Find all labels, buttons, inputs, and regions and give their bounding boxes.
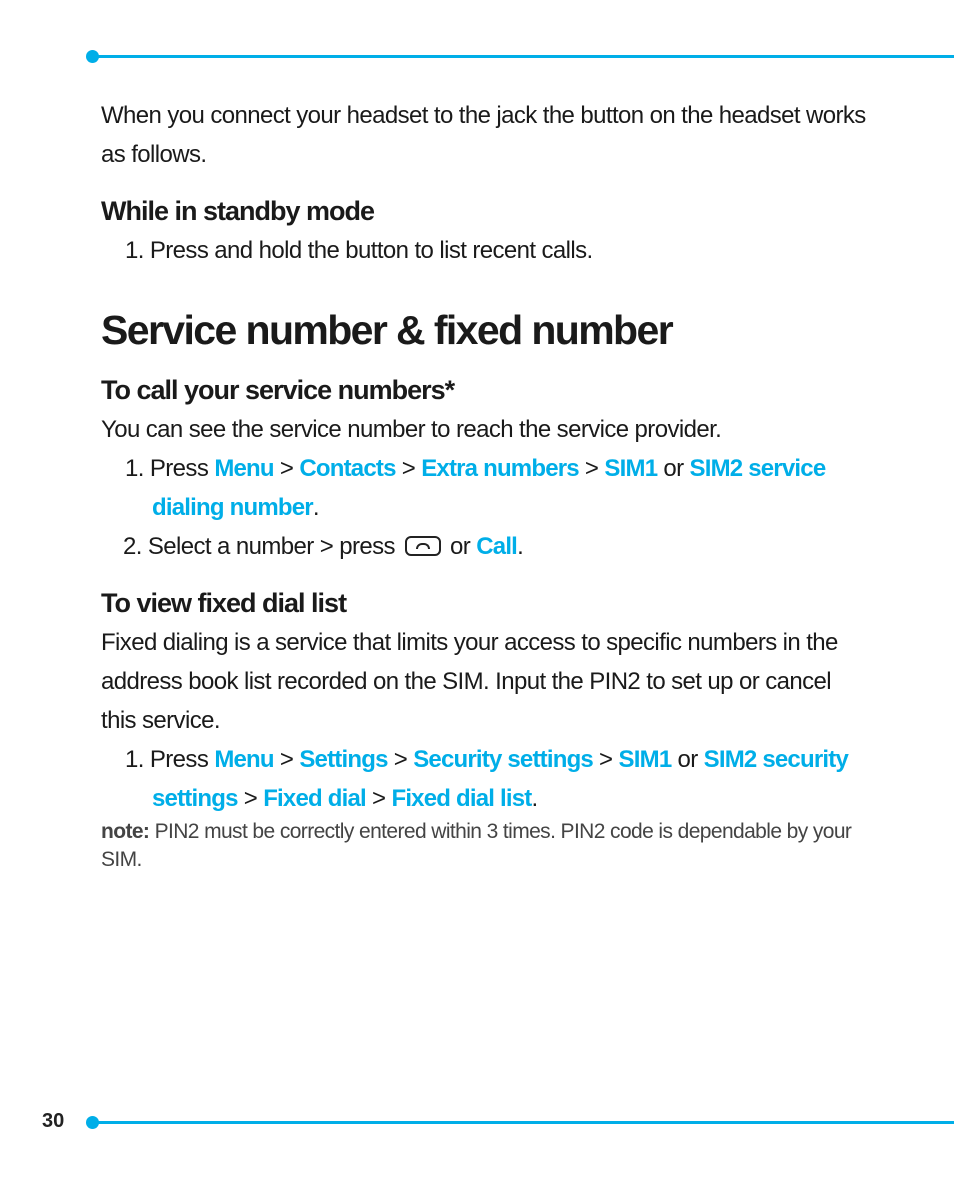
- standby-heading: While in standby mode: [101, 196, 375, 226]
- sim2-service-dialing-link: SIM2 service dialing number: [152, 455, 826, 521]
- service-heading: To call your service numbers*: [101, 375, 455, 405]
- fixed-dial-link: Fixed dial: [263, 785, 366, 812]
- sim1-link: SIM1: [604, 455, 658, 482]
- period: .: [531, 785, 538, 812]
- or-text: or: [657, 455, 690, 482]
- rule-dot: [86, 50, 99, 63]
- fixed-description: Fixed dialing is a service that limits your access to specific numbers in the address book list recorded on the SIM. Input the PIN2 to set up or cancel this service.: [101, 629, 838, 734]
- separator: >: [592, 746, 619, 773]
- separator: >: [387, 746, 414, 773]
- separator: >: [395, 455, 422, 482]
- note: [101, 818, 871, 874]
- service-step-1: [101, 449, 871, 527]
- service-description: You can see the service number to reach the service provider.: [101, 416, 722, 443]
- separator: >: [273, 746, 300, 773]
- fixed-heading: To view fixed dial list: [101, 588, 347, 618]
- settings-link: Settings: [299, 746, 388, 773]
- fixed-dial-list-link: Fixed dial list: [391, 785, 532, 812]
- intro-paragraph: When you connect your headset to the jack the button on the headset works as follows.: [101, 102, 866, 168]
- separator: >: [237, 785, 264, 812]
- bottom-rule: [92, 1121, 954, 1124]
- phone-call-key-icon: [405, 536, 441, 556]
- page-number: 30: [42, 1110, 65, 1132]
- step-text: 1. Press: [125, 746, 215, 773]
- note-text: PIN2 must be correctly entered within 3 times. PIN2 code is dependable by your SIM.: [101, 820, 852, 871]
- separator: >: [578, 455, 605, 482]
- step-text: 2. Select a number > press: [123, 533, 401, 560]
- menu-link: Menu: [214, 746, 274, 773]
- page-title: Service number & fixed number: [101, 307, 673, 353]
- contacts-link: Contacts: [299, 455, 396, 482]
- menu-link: Menu: [214, 455, 274, 482]
- sim2-security-settings-link: SIM2 security settings: [152, 746, 848, 812]
- fixed-step-1: [101, 740, 871, 818]
- period: .: [517, 533, 524, 560]
- period: .: [312, 494, 319, 521]
- top-rule: [92, 55, 954, 58]
- or-text: or: [671, 746, 704, 773]
- security-settings-link: Security settings: [413, 746, 593, 773]
- step-text: 1. Press: [125, 455, 215, 482]
- or-text: or: [443, 533, 477, 560]
- separator: >: [273, 455, 300, 482]
- rule-dot: [86, 1116, 99, 1129]
- service-step-2: [101, 527, 871, 566]
- page-content: [101, 96, 871, 874]
- note-label: note:: [101, 820, 150, 843]
- separator: >: [365, 785, 392, 812]
- extra-numbers-link: Extra numbers: [421, 455, 579, 482]
- call-link: Call: [476, 533, 518, 560]
- sim1-link: SIM1: [618, 746, 672, 773]
- standby-step-1: 1. Press and hold the button to list recent calls.: [125, 237, 593, 264]
